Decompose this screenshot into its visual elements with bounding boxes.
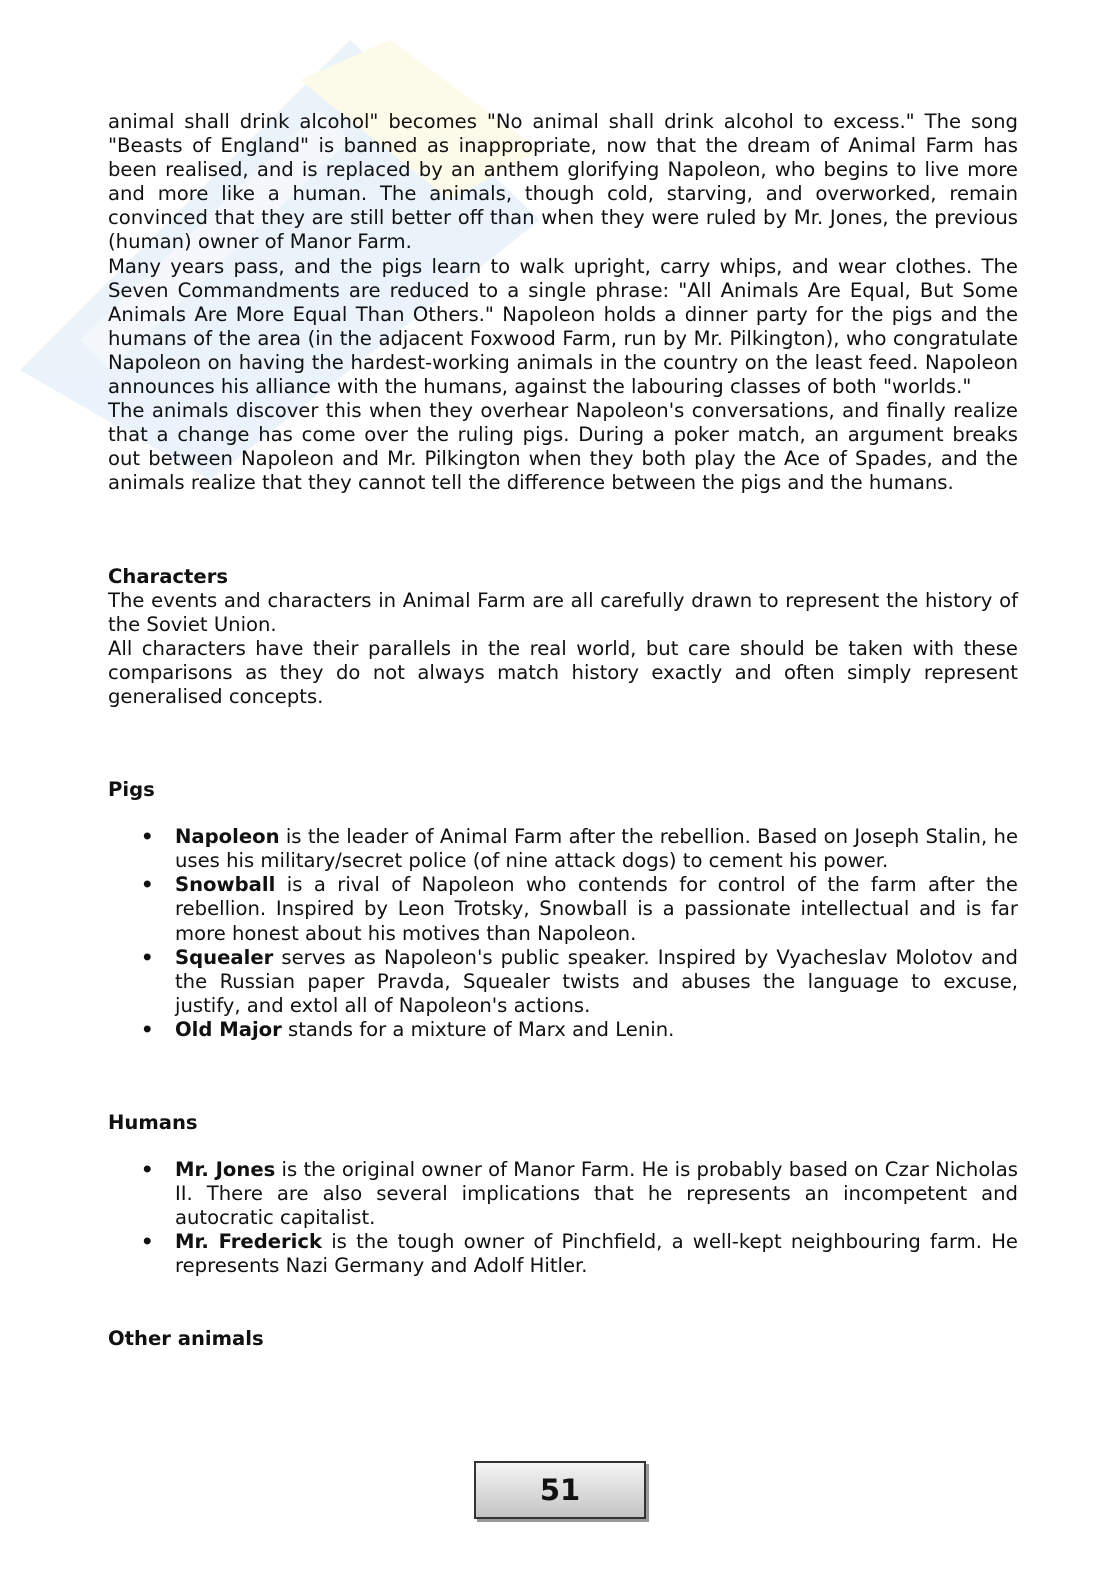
- bullet-icon: •: [141, 1230, 154, 1254]
- paragraph-intro-2: Many years pass, and the pigs learn to walk upright, carry whips, and wear clothes. The Seven Commandments are reduced to a single phrase: "All Animals Are Equal, But Some Animals Are More Equal Than Others." Napoleon holds a dinner party for the pigs and the humans of the area (in the adjacent Foxwood Farm, run by Mr. Pilkington), who congratulate Napoleon on having the hardest-working animals in the country on the least feed. Napoleon announces his alliance with the humans, against the labouring classes of both "worlds.": [108, 254, 1018, 399]
- character-name: Napoleon: [175, 825, 280, 849]
- character-name: Mr. Jones: [175, 1158, 276, 1182]
- character-description: stands for a mixture of Marx and Lenin.: [281, 1017, 675, 1041]
- list-item: [108, 1158, 1018, 1230]
- list-item: [108, 946, 1018, 1018]
- character-description: is the tough owner of Pinchfield, a well-kept neighbouring farm. He represents Nazi Germany and Adolf Hitler.: [175, 1230, 1018, 1278]
- humans-list: [108, 1158, 1018, 1278]
- page-number-box: [474, 1461, 646, 1519]
- character-description: is the original owner of Manor Farm. He is probably based on Czar Nicholas II. There are also several implications that he represents an incompetent and autocratic capitalist.: [175, 1158, 1018, 1230]
- character-name: Squealer: [175, 945, 274, 969]
- list-item: [108, 873, 1018, 945]
- character-description: serves as Napoleon's public speaker. Inspired by Vyacheslav Molotov and the Russian paper Pravda, Squealer twists and abuses the language to excuse, justify, and extol all of Napoleon's actions.: [175, 945, 1018, 1017]
- pigs-heading: Pigs: [108, 778, 155, 802]
- spacer: [108, 1042, 1018, 1111]
- humans-heading: Humans: [108, 1111, 198, 1134]
- spacer: [108, 709, 1018, 778]
- character-name: Old Major: [175, 1017, 282, 1041]
- characters-paragraph-1: The events and characters in Animal Farm are all carefully drawn to represent the history of the Soviet Union.: [108, 588, 1018, 636]
- document-body: [108, 110, 1018, 1351]
- character-name: Mr. Frederick: [175, 1230, 323, 1254]
- pigs-list: [108, 825, 1018, 1042]
- bullet-icon: •: [141, 825, 154, 849]
- character-name: Snowball: [175, 873, 276, 897]
- character-description: is the leader of Animal Farm after the rebellion. Based on Joseph Stalin, he uses his military/secret police (of nine attack dogs) to cement his power.: [175, 825, 1018, 873]
- spacer: [108, 1279, 1018, 1327]
- list-item: [108, 825, 1018, 873]
- page-number: 51: [539, 1473, 581, 1507]
- spacer: [108, 496, 1018, 565]
- bullet-icon: •: [141, 1017, 154, 1041]
- bullet-icon: •: [141, 1158, 154, 1182]
- other-animals-heading: Other animals: [108, 1326, 264, 1350]
- characters-paragraph-2: All characters have their parallels in the real world, but care should be taken with these comparisons as they do not always match history exactly and often simply represent generalised concepts.: [108, 636, 1018, 708]
- characters-heading: Characters: [108, 564, 229, 588]
- list-item: [108, 1018, 1018, 1042]
- list-item: [108, 1230, 1018, 1278]
- bullet-icon: •: [141, 873, 154, 897]
- paragraph-intro-1: animal shall drink alcohol" becomes "No animal shall drink alcohol to excess." The song "Beasts of England" is banned as inappropriate, now that the dream of Animal Farm has been realised, and is replaced by an anthem glorifying Napoleon, who begins to live more and more like a human. The animals, though cold, starving, and overworked, remain convinced that they are still better off than when they were ruled by Mr. Jones, the previous (human) owner of Manor Farm.: [108, 110, 1018, 254]
- character-description: is a rival of Napoleon who contends for control of the farm after the rebellion. Inspired by Leon Trotsky, Snowball is a passionate intellectual and is far more honest about his motives than Napoleon.: [175, 873, 1018, 945]
- paragraph-intro-3: The animals discover this when they overhear Napoleon's conversations, and finally realize that a change has come over the ruling pigs. During a poker match, an argument breaks out between Napoleon and Mr. Pilkington when they both play the Ace of Spades, and the animals realize that they cannot tell the difference between the pigs and the humans.: [108, 399, 1018, 495]
- bullet-icon: •: [141, 945, 154, 969]
